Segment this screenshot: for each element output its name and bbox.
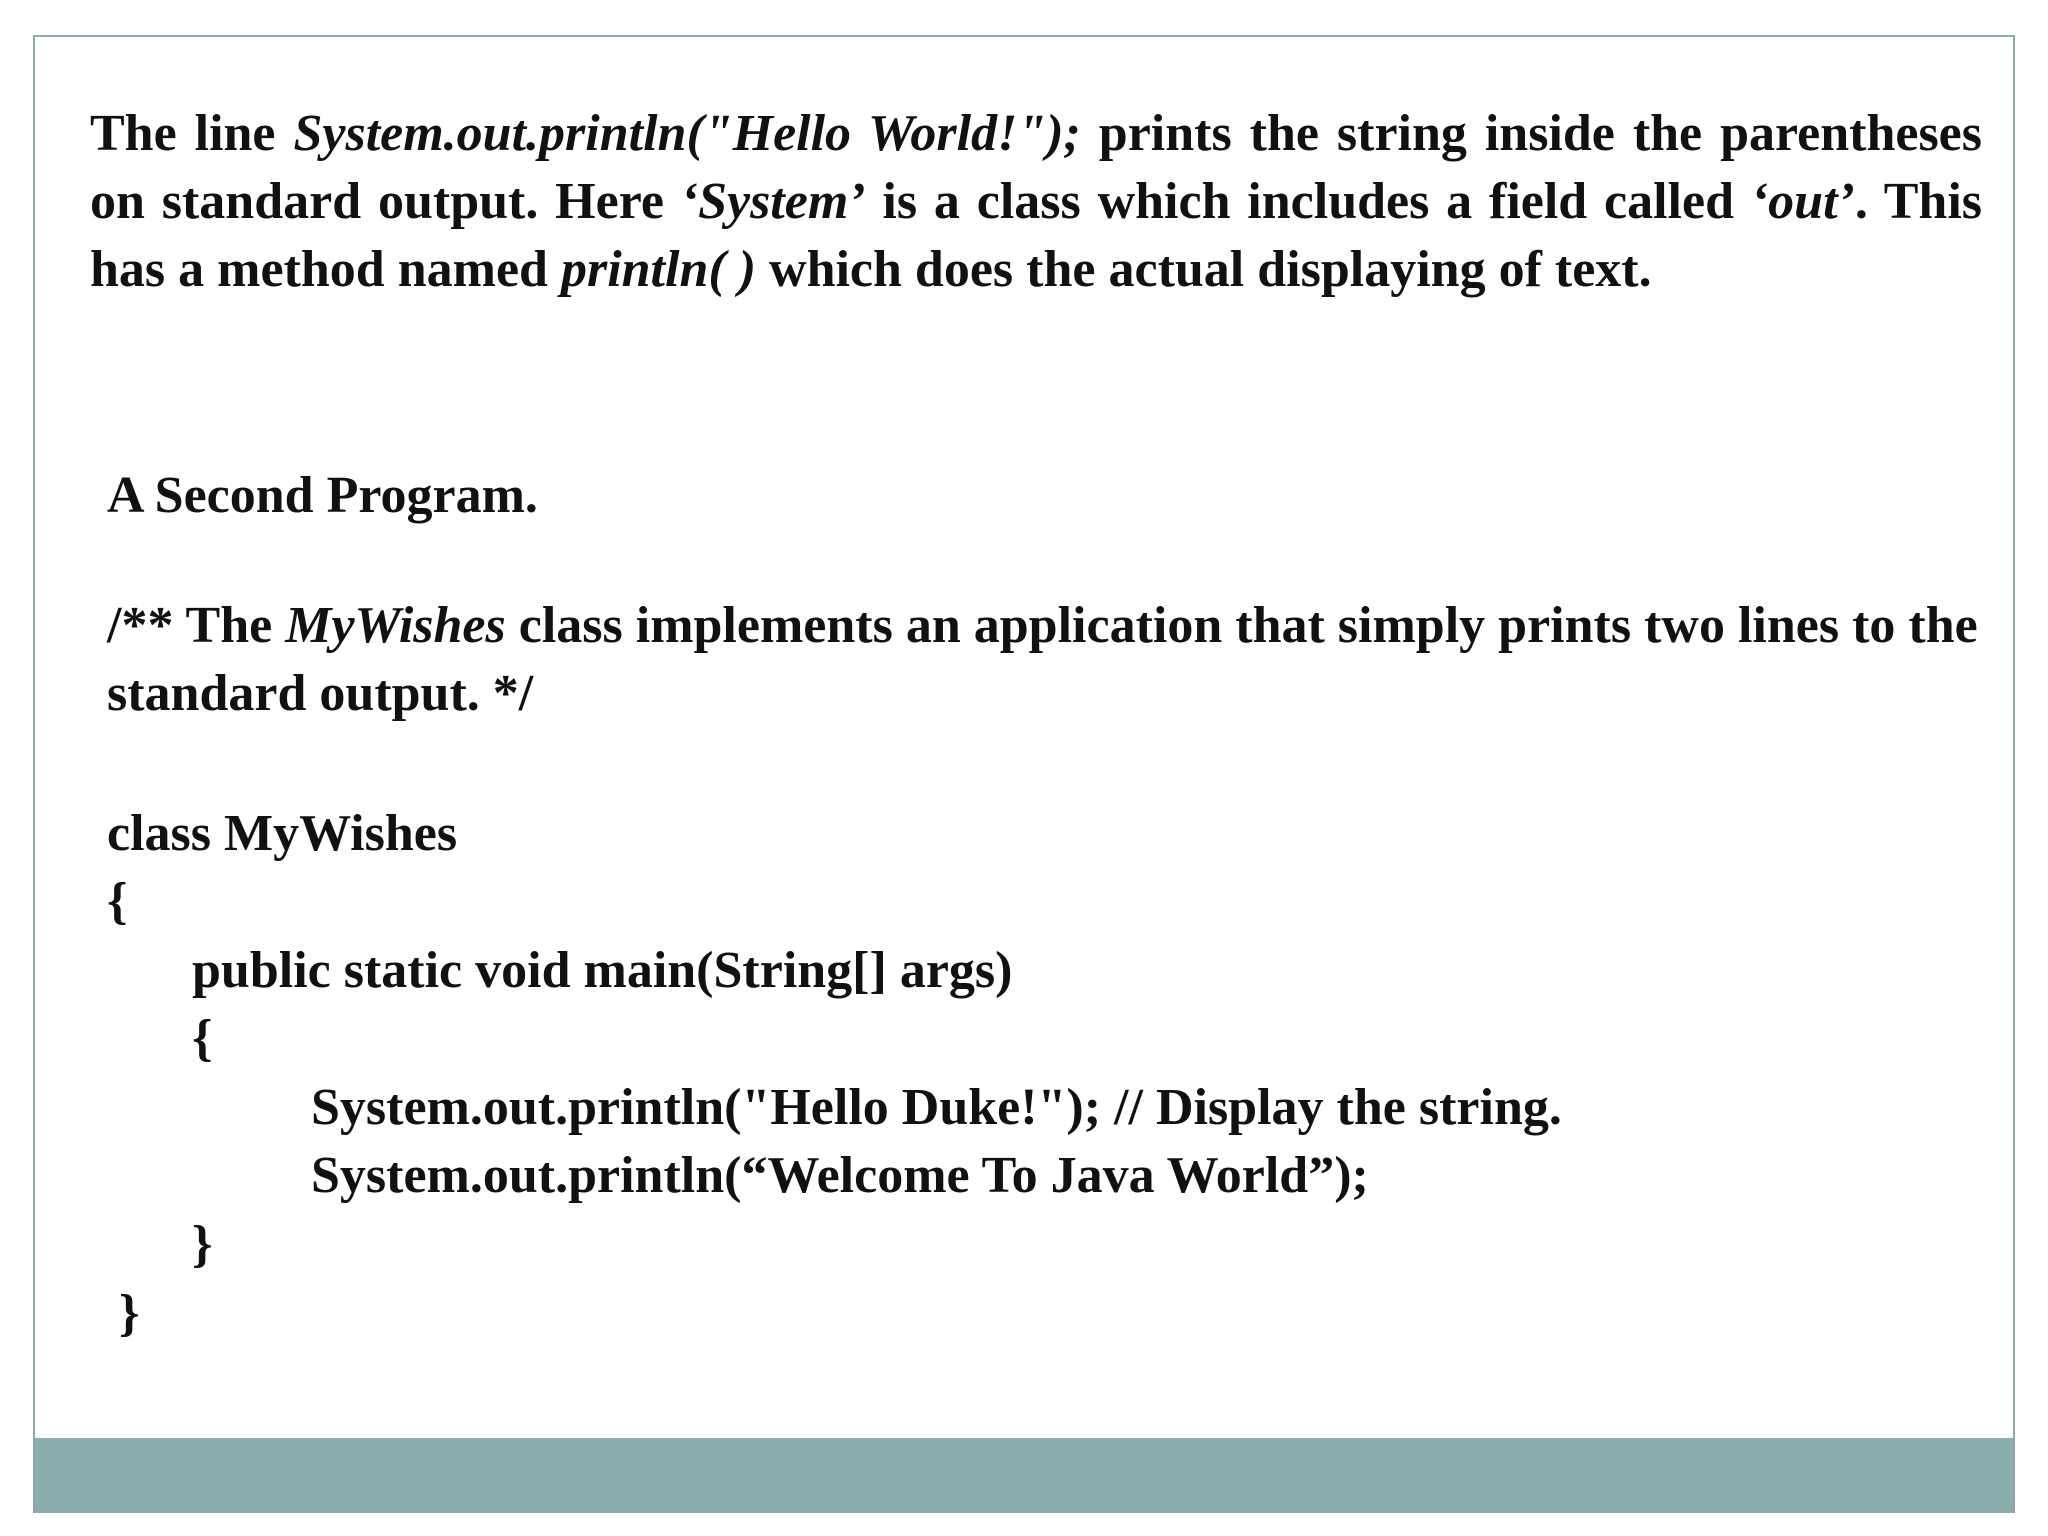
- intro-system-word: ‘System’: [680, 173, 866, 230]
- intro-text-2: prints the string inside the parentheses on standard output. Here: [90, 105, 1982, 230]
- intro-println-word: println( ): [560, 241, 757, 298]
- code-close-brace-inner: }: [192, 1216, 213, 1273]
- code-print-line-1: System.out.println("Hello Duke!"); // Display the string.: [311, 1079, 1562, 1136]
- intro-text-1: The line: [90, 105, 294, 162]
- code-main-declaration: public static void main(String[] args): [192, 942, 1013, 999]
- code-open-brace-inner: {: [192, 1010, 213, 1067]
- doc-comment: [107, 592, 1987, 728]
- code-class-declaration: class MyWishes: [107, 805, 458, 862]
- intro-paragraph: [90, 100, 1982, 304]
- footer-band: [35, 1438, 2013, 1511]
- intro-code-call: System.out.println("Hello World!");: [293, 105, 1081, 162]
- doc-comment-class-name: MyWishes: [285, 597, 506, 654]
- code-print-line-2: System.out.println(“Welcome To Java World”);: [311, 1147, 1369, 1204]
- intro-text-4: . This has a method named: [90, 173, 1982, 298]
- code-close-brace-outer: }: [119, 1285, 140, 1342]
- doc-comment-prefix: /** The: [107, 597, 286, 654]
- doc-comment-suffix: class implements an application that simply prints two lines to the standard output. */: [107, 597, 1978, 722]
- intro-text-5: which does the actual displaying of text.: [756, 241, 1652, 298]
- intro-text-3: is a class which includes a field called: [865, 173, 1751, 230]
- intro-out-word: ‘out’: [1750, 173, 1855, 230]
- section-heading: A Second Program.: [107, 467, 538, 524]
- code-open-brace-outer: {: [107, 873, 128, 930]
